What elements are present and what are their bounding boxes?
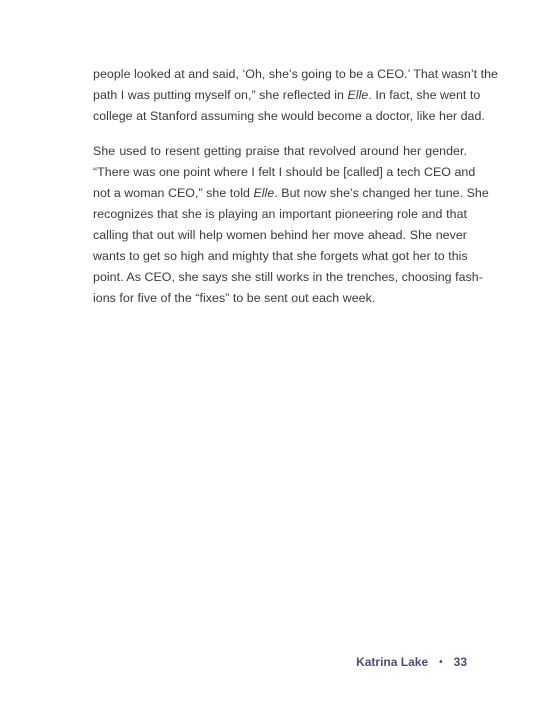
page-number: 33	[453, 655, 467, 669]
text-line	[93, 141, 467, 162]
text-segment: point. As CEO, she says she still works in the trenches, choosing fash-	[93, 270, 483, 284]
text-line	[93, 106, 485, 127]
text-segment: She used to resent getting praise that revolved around her gender.	[93, 144, 467, 158]
running-head: Katrina Lake	[356, 655, 429, 669]
bullet-separator: •	[439, 657, 443, 669]
italic-title: Elle	[253, 186, 275, 200]
paragraph-1	[93, 64, 498, 127]
text-segment: . In fact, she went to	[368, 88, 481, 102]
text-line	[93, 204, 467, 225]
text-segment: not a woman CEO,” she told	[93, 186, 254, 200]
text-line	[93, 183, 489, 204]
text-segment: recognizes that she is playing an important pioneering role and that	[93, 207, 467, 221]
text-line	[93, 225, 467, 246]
text-line	[93, 267, 483, 288]
text-line	[93, 85, 481, 106]
text-line	[93, 288, 467, 309]
text-segment: . But now she’s changed her tune. She	[274, 186, 489, 200]
italic-title: Elle	[347, 88, 369, 102]
text-segment: ions for five of the “fixes” to be sent out each week.	[93, 291, 376, 305]
text-segment: path I was putting myself on,” she reflected in	[93, 88, 348, 102]
text-segment: calling that out will help women behind her move ahead. She never	[93, 228, 467, 242]
text-segment: people looked at and said, ‘Oh, she’s going to be a CEO.’ That wasn’t the	[93, 67, 498, 81]
text-segment: wants to get so high and mighty that she forgets what got her to this	[93, 249, 468, 263]
text-segment: “There was one point where I felt I should be [called] a tech CEO and	[93, 165, 476, 179]
text-line	[93, 64, 498, 85]
page-footer	[356, 655, 467, 669]
text-line	[93, 246, 467, 267]
text-line	[93, 162, 476, 183]
text-segment: college at Stanford assuming she would become a doctor, like her dad.	[93, 109, 485, 123]
paragraph-2	[93, 141, 489, 309]
